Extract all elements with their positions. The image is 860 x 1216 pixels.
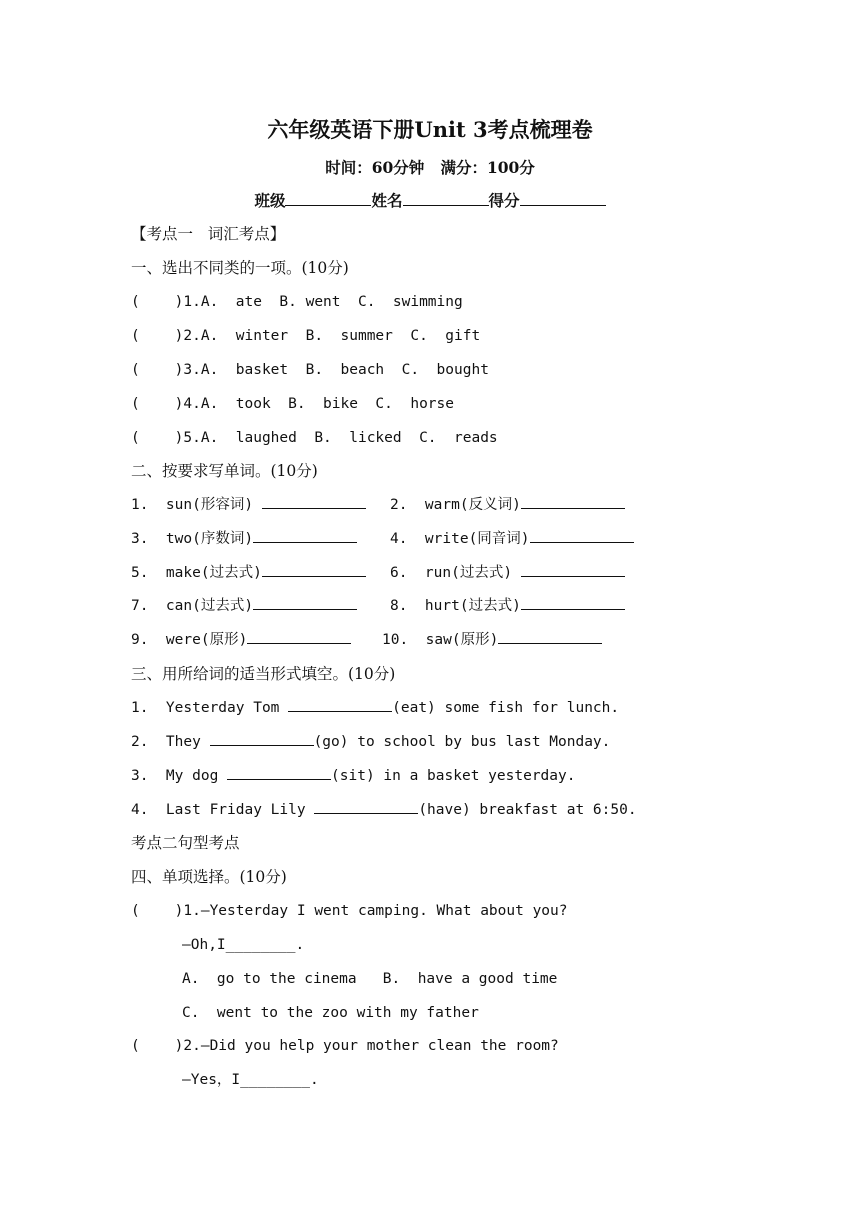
mc-question-stem: ( )2.—Did you help your mother clean the room?: [131, 1038, 559, 1054]
word-prompt: 5. make(过去式): [131, 565, 262, 581]
answer-blank[interactable]: [210, 732, 314, 746]
fill-suffix: (eat) some fish for lunch.: [392, 700, 620, 716]
page-title: 六年级英语下册Unit 3考点梳理卷: [267, 117, 593, 142]
score-label: 得分: [488, 191, 520, 210]
fill-prefix: 4. Last Friday Lily: [131, 802, 315, 818]
answer-blank[interactable]: [521, 495, 625, 509]
question-item: ( )4.A. took B. bike C. horse: [131, 396, 455, 412]
word-row: [131, 630, 351, 650]
word-prompt: 8. hurt(过去式): [390, 598, 521, 614]
mc-options: A. go to the cinema B. have a good time: [182, 971, 558, 987]
word-prompt: 2. warm(反义词): [390, 497, 521, 513]
question-item: ( )3.A. basket B. beach C. bought: [131, 362, 489, 378]
mc-question-stem: ( )1.—Yesterday I went camping. What about you?: [131, 903, 568, 919]
word-prompt: 10. saw(原形): [382, 632, 499, 648]
answer-blank[interactable]: [253, 529, 357, 543]
word-prompt: 7. can(过去式): [131, 598, 254, 614]
answer-blank[interactable]: [288, 698, 392, 712]
answer-blank[interactable]: [262, 563, 366, 577]
fill-item: [131, 698, 619, 718]
word-prompt: 4. write(同音词): [390, 531, 530, 547]
name-label: 姓名: [371, 191, 403, 210]
word-row: [131, 563, 366, 583]
fill-prefix: 3. My dog: [131, 768, 228, 784]
answer-blank[interactable]: [314, 800, 418, 814]
word-row: [131, 495, 366, 515]
score-blank[interactable]: [520, 191, 606, 206]
word-row: [390, 563, 625, 583]
fill-item: [131, 766, 575, 786]
part-title: 二、按要求写单词。(10分): [131, 462, 318, 480]
fill-prefix: 2. They: [131, 734, 210, 750]
fill-item: [131, 732, 610, 752]
part-title: 四、单项选择。(10分): [131, 868, 287, 886]
answer-blank[interactable]: [498, 630, 602, 644]
word-row: [390, 596, 625, 616]
fill-item: [131, 800, 637, 820]
question-item: ( )2.A. winter B. summer C. gift: [131, 328, 481, 344]
part-title: 三、用所给词的适当形式填空。(10分): [131, 665, 396, 683]
answer-blank[interactable]: [521, 596, 625, 610]
student-info-line: [0, 189, 860, 211]
answer-blank[interactable]: [253, 596, 357, 610]
question-item: ( )5.A. laughed B. licked C. reads: [131, 430, 498, 446]
fill-suffix: (go) to school by bus last Monday.: [313, 734, 611, 750]
word-prompt: 6. run(过去式): [390, 565, 521, 581]
mc-answer-line: —Oh,I________.: [182, 937, 305, 953]
section-heading: 考点二句型考点: [131, 834, 240, 852]
fill-prefix: 1. Yesterday Tom: [131, 700, 289, 716]
answer-blank[interactable]: [530, 529, 634, 543]
word-row: [131, 596, 357, 616]
answer-blank[interactable]: [247, 630, 351, 644]
word-row: [390, 495, 625, 515]
part-title: 一、选出不同类的一项。(10分): [131, 259, 349, 277]
fill-suffix: (sit) in a basket yesterday.: [331, 768, 576, 784]
question-item: ( )1.A. ate B. went C. swimming: [131, 294, 463, 310]
word-prompt: 1. sun(形容词): [131, 497, 262, 513]
word-row: [390, 529, 634, 549]
word-row: [131, 529, 357, 549]
answer-blank[interactable]: [262, 495, 366, 509]
mc-options: C. went to the zoo with my father: [182, 1005, 479, 1021]
exam-meta: 时间：60分钟 满分：100分: [325, 158, 535, 177]
word-prompt: 3. two(序数词): [131, 531, 254, 547]
class-blank[interactable]: [285, 191, 371, 206]
answer-blank[interactable]: [521, 563, 625, 577]
section-heading: 【考点一 词汇考点】: [131, 225, 286, 243]
word-prompt: 9. were(原形): [131, 632, 248, 648]
answer-blank[interactable]: [227, 766, 331, 780]
name-blank[interactable]: [403, 191, 489, 206]
fill-suffix: (have) breakfast at 6:50.: [418, 802, 637, 818]
class-label: 班级: [254, 191, 286, 210]
word-row: [382, 630, 602, 650]
mc-answer-line: —Yes，I________.: [182, 1072, 319, 1088]
